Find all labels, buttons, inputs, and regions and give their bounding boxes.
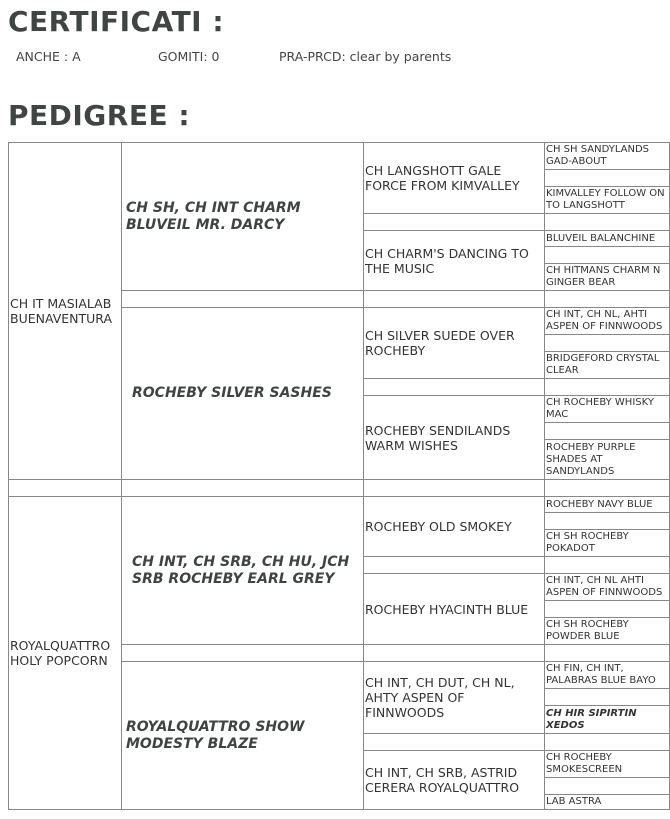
ancestor-name: LAB ASTRA	[546, 796, 602, 807]
ancestor-name: CH HITMANS CHARM N GINGER BEAR	[546, 265, 661, 288]
certificati-heading: CERTIFICATI :	[8, 5, 225, 38]
ancestor-cell	[544, 529, 670, 557]
ancestor-cell	[544, 230, 670, 247]
spacer-cell	[363, 644, 545, 662]
ancestor-name: CH SH ROCHEBY POKADOT	[546, 531, 629, 554]
spacer-cell	[544, 688, 670, 706]
ancestor-name: CH ROCHEBY SMOKESCREEN	[546, 752, 623, 775]
spacer-cell	[544, 644, 670, 662]
spacer-cell	[121, 644, 364, 662]
spacer-cell	[544, 334, 670, 352]
ancestor-name: CH INT, CH NL, AHTI ASPEN OF FINNWOODS	[546, 309, 663, 332]
spacer-cell	[363, 733, 545, 751]
ancestor-name: CH ROCHEBY WHISKY MAC	[546, 397, 654, 420]
ancestor-cell	[544, 573, 670, 601]
great-grandparent-cell	[363, 573, 545, 645]
spacer-cell	[544, 512, 670, 530]
grandparent-name: ROYALQUATTRO SHOW MODESTY BLAZE	[126, 718, 305, 752]
great-grandparent-name: CH LANGSHOTT GALE FORCE FROM KIMVALLEY	[365, 163, 520, 193]
ancestor-cell	[544, 351, 670, 379]
spacer-cell	[544, 777, 670, 795]
ancestor-cell	[544, 395, 670, 423]
ancestor-name: ROCHEBY NAVY BLUE	[546, 498, 653, 510]
grandparent-cell	[121, 307, 364, 480]
great-grandparent-name: ROCHEBY SENDILANDS WARM WISHES	[365, 422, 511, 453]
ancestor-name: CH INT, CH NL AHTI ASPEN OF FINNWOODS	[546, 575, 663, 598]
ancestor-cell	[544, 186, 670, 214]
spacer-cell	[121, 290, 364, 308]
spacer-cell	[544, 479, 670, 497]
sire-cell	[8, 142, 122, 480]
great-grandparent-name: CH INT, CH SRB, ASTRID CERERA ROYALQUATTRO	[365, 765, 520, 795]
pra-prcd-status: PRA-PRCD: clear by parents	[279, 49, 452, 64]
spacer-cell	[544, 213, 670, 231]
grandparent-cell	[121, 661, 364, 810]
great-grandparent-cell	[363, 750, 545, 810]
grandparent-name: ROCHEBY SILVER SASHES	[132, 385, 332, 401]
spacer-cell	[544, 422, 670, 440]
spacer-cell	[363, 556, 545, 574]
ancestor-cell	[544, 705, 670, 734]
great-grandparent-name: CH CHARM'S DANCING TO THE MUSIC	[365, 245, 529, 276]
spacer-cell	[544, 290, 670, 308]
spacer-cell	[363, 378, 545, 396]
ancestor-cell	[544, 263, 670, 291]
spacer-cell	[363, 213, 545, 231]
ancestor-name: CH HIR SIPIRTIN XEDOS	[546, 707, 637, 731]
great-grandparent-cell	[363, 307, 545, 379]
grandparent-name: CH SH, CH INT CHARM BLUVEIL MR. DARCY	[126, 199, 301, 233]
ancestor-name: BLUVEIL BALANCHINE	[546, 232, 656, 244]
great-grandparent-cell	[363, 395, 545, 480]
spacer-cell	[363, 290, 545, 308]
spacer-cell	[544, 169, 670, 187]
grandparent-cell	[121, 496, 364, 645]
ancestor-name: CH SH ROCHEBY POWDER BLUE	[546, 619, 629, 642]
ancestor-cell	[544, 439, 670, 480]
spacer-cell	[544, 246, 670, 264]
ancestor-name: KIMVALLEY FOLLOW ON TO LANGSHOTT	[546, 188, 665, 211]
spacer-cell	[544, 600, 670, 618]
spacer-cell	[363, 479, 545, 497]
great-grandparent-cell	[363, 496, 545, 557]
ancestor-name: ROCHEBY PURPLE SHADES AT SANDYLANDS	[546, 441, 636, 477]
great-grandparent-name: CH SILVER SUEDE OVER ROCHEBY	[365, 328, 515, 358]
great-grandparent-cell	[363, 230, 545, 291]
ancestor-cell	[544, 750, 670, 778]
spacer-cell	[8, 479, 122, 497]
pedigree-heading: PEDIGREE :	[8, 99, 191, 132]
spacer-cell	[121, 479, 364, 497]
spacer-cell	[544, 733, 670, 751]
elbows-score: GOMITI: 0	[158, 49, 220, 64]
great-grandparent-cell	[363, 142, 545, 214]
grandparent-cell	[121, 142, 364, 291]
ancestor-cell	[544, 661, 670, 689]
ancestor-cell	[544, 496, 670, 513]
ancestor-name: CH SH SANDYLANDS GAD-ABOUT	[546, 144, 650, 167]
ancestor-name: CH FIN, CH INT, PALABRAS BLUE BAYO	[546, 663, 656, 686]
great-grandparent-name: ROCHEBY OLD SMOKEY	[365, 519, 512, 534]
sire-name: CH IT MASIALAB BUENAVENTURA	[10, 296, 113, 326]
ancestor-cell	[544, 794, 670, 810]
spacer-cell	[544, 556, 670, 574]
great-grandparent-name: ROCHEBY HYACINTH BLUE	[365, 601, 529, 617]
hips-score: ANCHE : A	[16, 49, 81, 64]
ancestor-cell	[544, 617, 670, 645]
ancestor-name: BRIDGEFORD CRYSTAL CLEAR	[546, 353, 660, 376]
ancestor-cell	[544, 307, 670, 335]
great-grandparent-name: CH INT, CH DUT, CH NL, AHTY ASPEN OF FINNWOODS	[365, 675, 515, 720]
spacer-cell	[544, 378, 670, 396]
ancestor-cell	[544, 142, 670, 170]
grandparent-name: CH INT, CH SRB, CH HU, JCH SRB ROCHEBY EARL GREY	[132, 553, 350, 587]
great-grandparent-cell	[363, 661, 545, 734]
dam-cell	[8, 496, 122, 810]
dam-name: ROYALQUATTRO HOLY POPCORN	[10, 638, 111, 668]
